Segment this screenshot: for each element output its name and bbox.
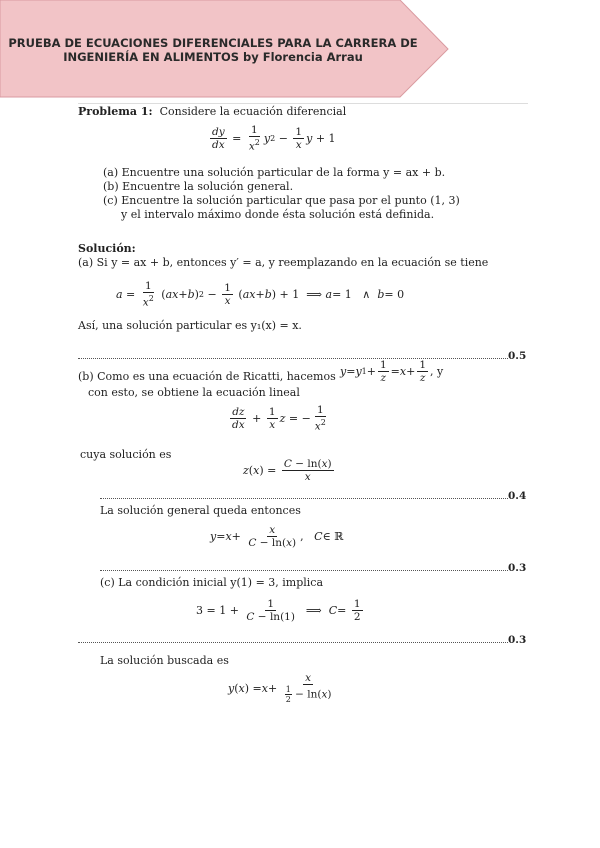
document-title [8, 36, 418, 64]
score-line-c [78, 642, 508, 643]
part-b: (b) Encuentre la solución general. [103, 180, 294, 193]
solution-b-intro: cuya solución es [80, 448, 172, 461]
solution-a-result: Así, una solución particular es y₁(x) = x. [78, 319, 302, 332]
score-line-b1 [100, 498, 508, 499]
equation-z: z ( x ) = $\frac{C - \ln(x)}{x}$ [243, 458, 332, 483]
top-rule [78, 103, 528, 104]
part-c-line-1: (c) Encuentre la solución particular que pasa por el punto (1, 3) [103, 194, 460, 207]
score-b1: 0.4 [508, 490, 527, 502]
solution-b-text-1: (b) Como es una ecuación de Ricatti, hacemos [78, 370, 336, 383]
part-a: (a) Encuentre una solución particular de la forma y = ax + b. [103, 166, 446, 179]
equation-general: y = x + $\frac{x}{C - \ln(x)}$ , C ∈ ℝ [210, 524, 344, 549]
score-a: 0.5 [508, 350, 527, 362]
solution-b-general: La solución general queda entonces [100, 504, 301, 517]
title-line-2: INGENIERÍA EN ALIMENTOS by Florencia Arrau [63, 50, 363, 64]
problem-intro: Considere la ecuación diferencial [159, 105, 347, 118]
equation-a: a = $\frac{1}{x^2}$ ( ax + b ) 2 − $\frac{1}{x}$ ( ax + b ) + 1 ⟹ a = 1 ∧ b = 0 [116, 280, 405, 309]
problem-label: Problema 1: [78, 105, 153, 118]
score-c: 0.3 [508, 634, 527, 646]
score-b2: 0.3 [508, 562, 527, 574]
solution-c-text: (c) La condición inicial y(1) = 3, implica [100, 576, 324, 589]
solution-b-text-2: con esto, se obtiene la ecuación lineal [88, 386, 300, 399]
part-c-line-2: y el intervalo máximo donde ésta solución está definida. [121, 208, 435, 221]
equation-main: $\frac{dy}{dx}$ = $\frac{1}{x^2}$ y 2 − $\frac{1}{x}$ y + 1 [212, 124, 336, 153]
problem-statement [78, 105, 346, 119]
solution-c-final: La solución buscada es [100, 654, 229, 667]
score-line-b2 [100, 570, 508, 571]
equation-final: y ( x ) = x + x $\frac{1}{2}$ − ln(x) [228, 672, 332, 704]
equation-linear: $\frac{dz}{dx}$ + $\frac{1}{x}$ z = − $\frac{1}{x^2}$ [232, 404, 326, 433]
solution-heading: Solución: [78, 242, 136, 255]
title-banner [0, 0, 450, 98]
equation-substitution: y = y 1 + $\frac{1}{z}$ = x + $\frac{1}{z}$ , y [340, 359, 444, 384]
equation-initial: 3 = 1 + $\frac{1}{C - \ln(1)}$ ⟹ C = $\frac{1}{2}$ [196, 598, 361, 623]
score-line-a [78, 358, 508, 359]
solution-a-text: (a) Si y = ax + b, entonces y′ = a, y reemplazando en la ecuación se tiene [78, 256, 489, 269]
title-line-1: PRUEBA DE ECUACIONES DIFERENCIALES PARA LA CARRERA DE [8, 36, 418, 50]
